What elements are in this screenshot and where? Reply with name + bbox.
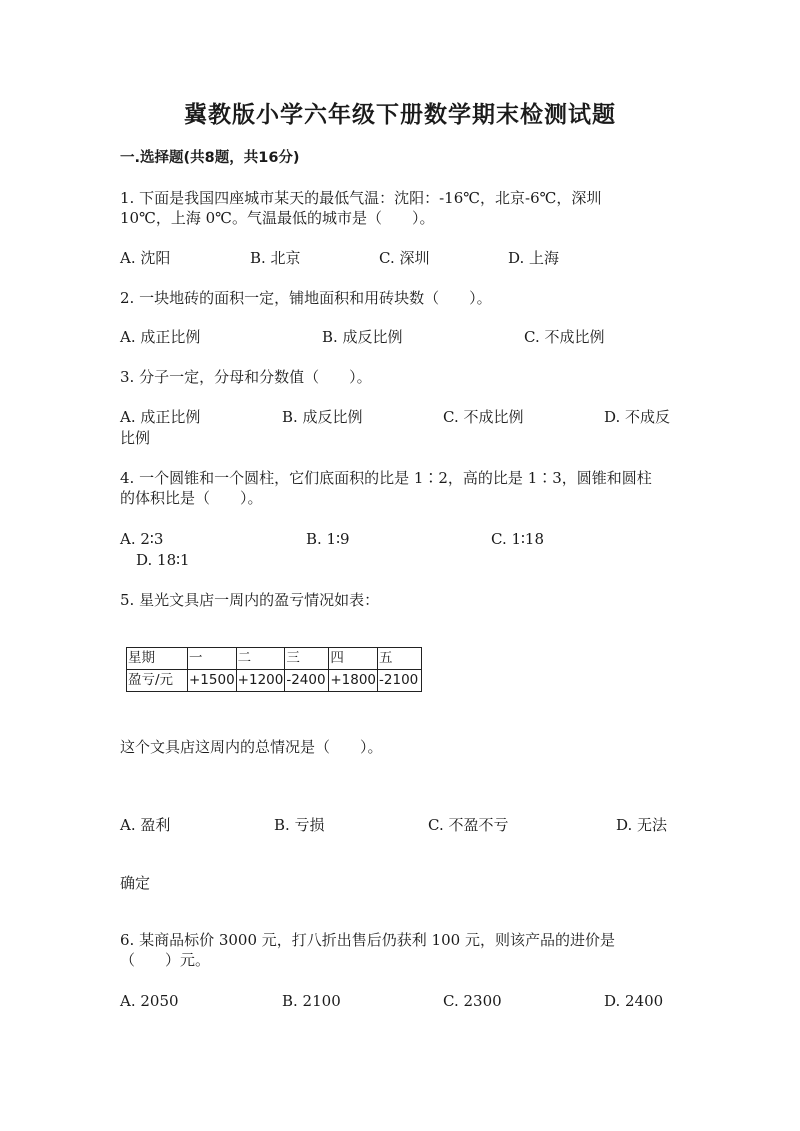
question-6-text-line1: 6. 某商品标价 3000 元，打八折出售后仍获利 100 元，则该产品的进价是 [120, 931, 615, 949]
question-1-text-line2: 10℃，上海 0℃。气温最低的城市是（ ）。 [120, 209, 435, 227]
table-cell: 盈亏/元 [127, 670, 188, 692]
question-1-option-c: C. 深圳 [379, 249, 430, 267]
question-5-option-b: B. 亏损 [274, 816, 325, 834]
question-6-option-b: B. 2100 [282, 992, 341, 1010]
question-4-option-c: C. 1∶18 [491, 530, 545, 548]
question-2-option-a: A. 成正比例 [120, 328, 201, 346]
table-cell: +1500 [188, 670, 237, 692]
page-title: 冀教版小学六年级下册数学期末检测试题 [184, 102, 616, 128]
question-4-text-line1: 4. 一个圆锥和一个圆柱，它们底面积的比是 1∶2，高的比是 1∶3，圆锥和圆柱 [120, 469, 652, 487]
question-4-option-d: D. 18∶1 [136, 551, 190, 569]
question-5-text: 5. 星光文具店一周内的盈亏情况如表： [120, 591, 380, 609]
table-row [127, 670, 422, 692]
question-2-text: 2. 一块地砖的面积一定，铺地面积和用砖块数（ ）。 [120, 289, 492, 307]
table-cell: 星期 [127, 648, 188, 670]
question-2-option-b: B. 成反比例 [322, 328, 403, 346]
question-3-option-d-wrap: 比例 [120, 429, 151, 447]
question-4-option-b: B. 1∶9 [306, 530, 350, 548]
question-4-text-line2: 的体积比是（ ）。 [120, 489, 263, 507]
question-4-option-a: A. 2∶3 [120, 530, 164, 548]
question-5-option-c: C. 不盈不亏 [428, 816, 509, 834]
table-cell: 五 [378, 648, 422, 670]
table-cell: +1800 [329, 670, 378, 692]
question-5-option-d-wrap: 确定 [120, 874, 151, 892]
table-cell: 三 [285, 648, 329, 670]
table-cell: 一 [188, 648, 237, 670]
question-6-text-line2: （ ）元。 [120, 951, 211, 969]
question-5-option-d: D. 无法 [616, 816, 668, 834]
question-1-option-b: B. 北京 [250, 249, 301, 267]
question-5-question: 这个文具店这周内的总情况是（ ）。 [120, 738, 383, 756]
table-cell: -2100 [378, 670, 422, 692]
question-3-text: 3. 分子一定，分母和分数值（ ）。 [120, 368, 372, 386]
question-1-text-line1: 1. 下面是我国四座城市某天的最低气温：沈阳：-16℃，北京-6℃，深圳 [120, 189, 602, 207]
table-cell: +1200 [236, 670, 285, 692]
table-header-row [127, 648, 422, 670]
table-cell: -2400 [285, 670, 329, 692]
question-6-option-d: D. 2400 [604, 992, 664, 1010]
section-heading: 一.选择题(共8题，共16分) [120, 150, 300, 166]
question-6-option-a: A. 2050 [120, 992, 179, 1010]
question-3-option-c: C. 不成比例 [443, 408, 524, 426]
question-5-option-a: A. 盈利 [120, 816, 171, 834]
profit-loss-table [126, 647, 422, 692]
question-3-option-b: B. 成反比例 [282, 408, 363, 426]
table-cell: 二 [236, 648, 285, 670]
question-6-option-c: C. 2300 [443, 992, 502, 1010]
question-3-option-d: D. 不成反 [604, 408, 671, 426]
question-1-option-a: A. 沈阳 [120, 249, 171, 267]
question-3-option-a: A. 成正比例 [120, 408, 201, 426]
table-cell: 四 [329, 648, 378, 670]
question-2-option-c: C. 不成比例 [524, 328, 605, 346]
question-1-option-d: D. 上海 [508, 249, 560, 267]
